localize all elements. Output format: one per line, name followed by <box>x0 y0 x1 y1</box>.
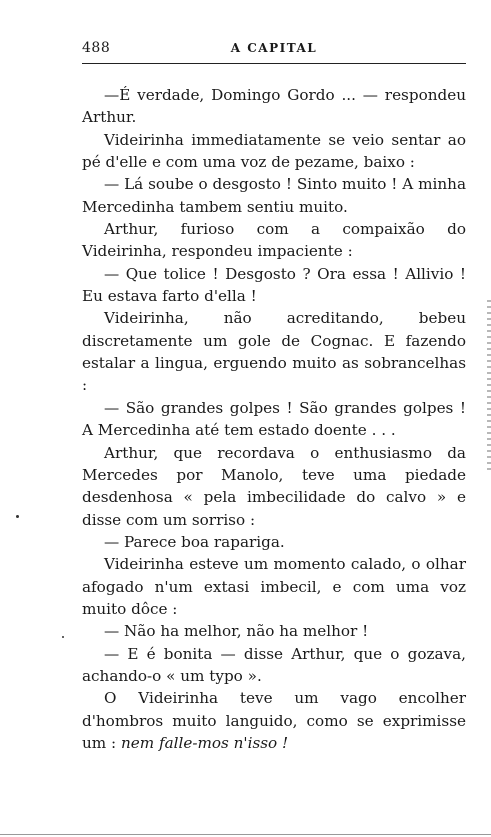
ink-speck <box>62 636 64 638</box>
paragraph-last <box>82 687 466 754</box>
header-rule <box>82 63 466 64</box>
paragraph: Videirinha esteve um momento calado, o olhar afogado n'um extasi imbecil, e com uma voz muito dôce : <box>82 555 466 618</box>
page-edge-shadow <box>487 300 491 470</box>
paragraph: — Parece boa rapariga. <box>104 532 285 551</box>
paragraph: Arthur, que recordava o enthusiasmo da Mercedes por Manolo, teve uma piedade desdenhosa « pela imbecilidade do calvo » e disse com um sorriso : <box>82 443 466 529</box>
paragraph: — Que tolice ! Desgosto ? Ora essa ! Allivio ! Eu estava farto d'ella ! <box>82 264 466 306</box>
italic-phrase: nem falle-mos n'isso ! <box>120 733 289 752</box>
paragraph: — E é bonita — disse Arthur, que o gozava, achando-o « um typo ». <box>82 644 466 685</box>
body-text <box>82 84 466 754</box>
page-header <box>82 40 466 62</box>
paragraph: Videirinha, não acreditando, bebeu discretamente um gole de Cognac. E fazendo estalar a lingua, erguendo muito as sobrancelhas : <box>82 309 466 395</box>
paragraph: Videirinha immediatamente se veio sentar ao pé d'elle e com uma voz de pezame, baixo : <box>82 130 466 172</box>
page-bottom-edge <box>0 834 491 835</box>
page-number: 488 <box>82 40 111 56</box>
paragraph: — São grandes golpes ! São grandes golpes ! A Mercedinha até tem estado doente . . . <box>82 398 466 440</box>
paragraph: —É verdade, Domingo Gordo ... — respondeu Arthur. <box>82 86 466 127</box>
paragraph: — Lá soube o desgosto ! Sinto muito ! A minha Mercedinha tambem sentiu muito. <box>82 175 466 216</box>
paragraph: Arthur, furioso com a compaixão do Videirinha, respondeu impaciente : <box>82 220 466 261</box>
ink-speck <box>16 515 19 518</box>
running-title: A CAPITAL <box>230 41 318 55</box>
paragraph: — Não ha melhor, não ha melhor ! <box>104 622 369 641</box>
paragraph-text: O Videirinha teve um vago encolher d'hombros muito languido, como se exprimisse um : <box>82 689 466 752</box>
